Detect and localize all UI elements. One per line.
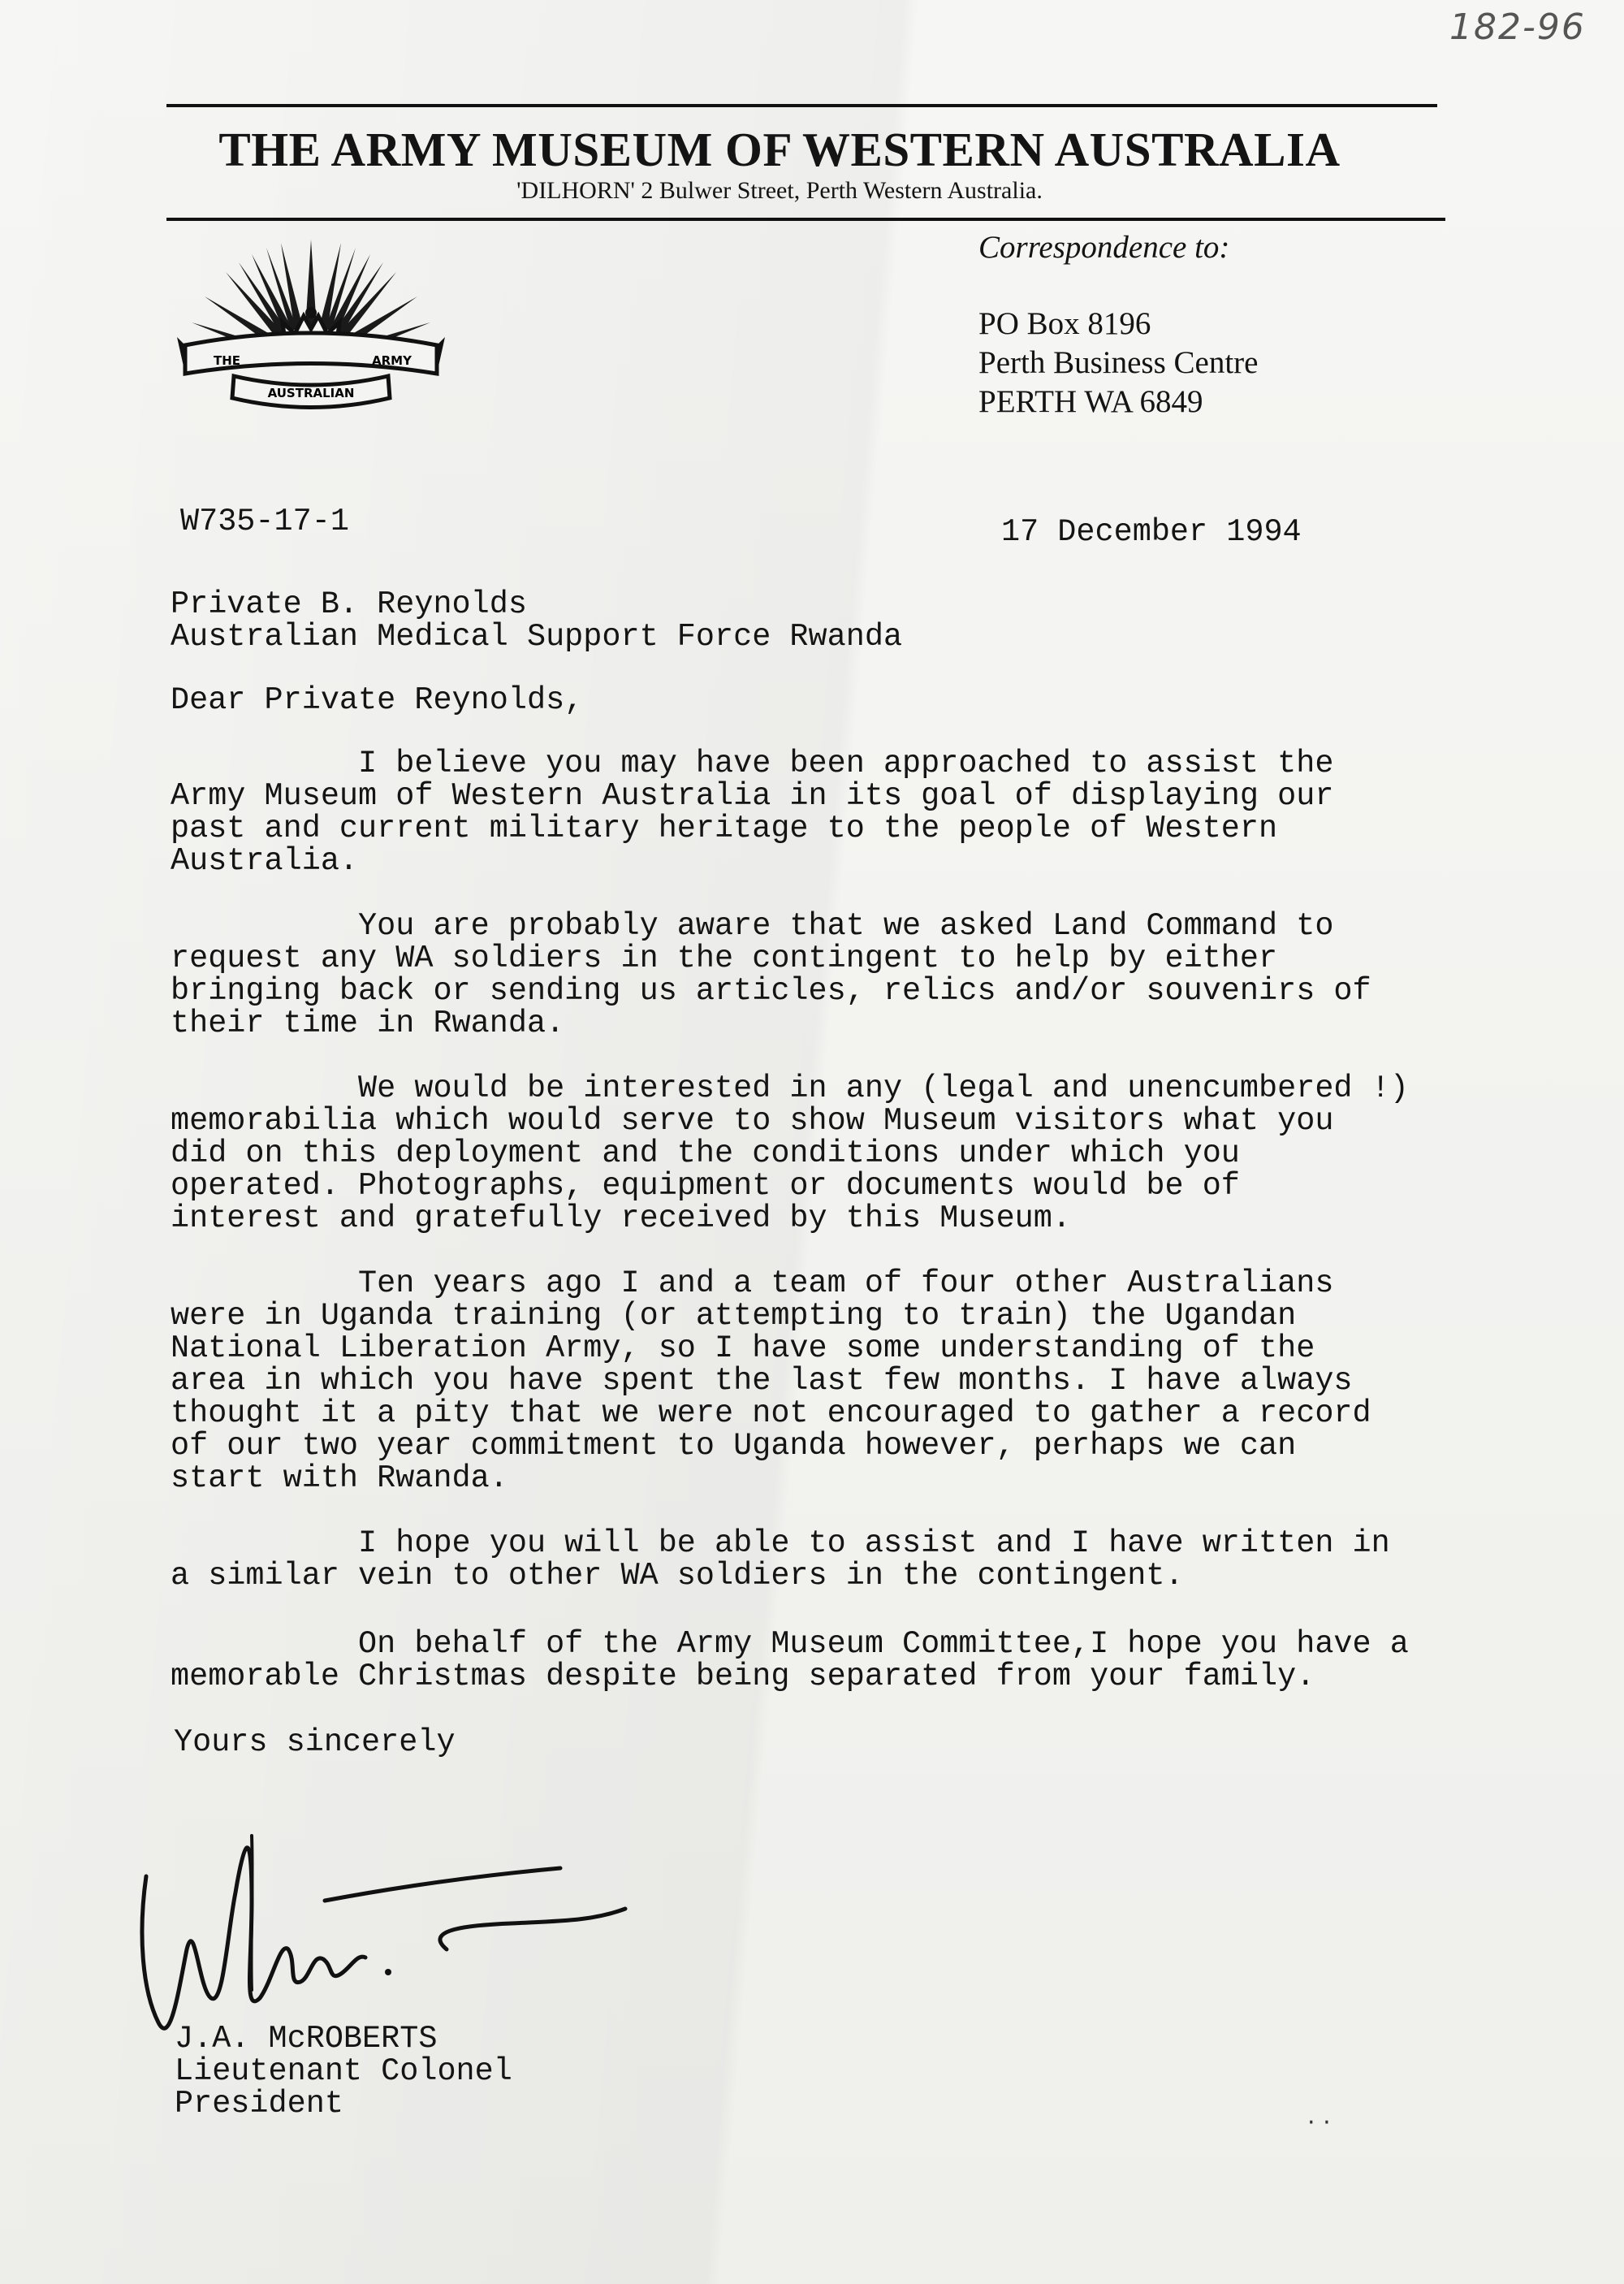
rising-sun-badge-icon	[177, 231, 445, 418]
correspondence-address	[978, 305, 1258, 422]
paper-specks: · ·	[1307, 2109, 1331, 2137]
letterhead-address: 'DILHORN' 2 Bulwer Street, Perth Western Australia.	[516, 177, 1043, 204]
handwritten-file-number: 182-96	[1449, 6, 1586, 48]
correspondence-line: PO Box 8196	[978, 306, 1151, 341]
salutation: Dear Private Reynolds,	[171, 682, 584, 718]
recipient-unit: Australian Medical Support Force Rwanda	[171, 619, 903, 655]
letterhead-title: THE ARMY MUSEUM OF WESTERN AUSTRALIA	[218, 123, 1341, 176]
recipient-name: Private B. Reynolds	[171, 586, 527, 622]
body-paragraph: You are probably aware that we asked Land Command to request any WA soldiers in the contingent to help by either bringing back or sending us articles, relics and/or souvenirs of their time in Rwanda.	[171, 908, 1371, 1041]
closing-line: Yours sincerely	[174, 1724, 456, 1760]
scroll-text-the: THE	[214, 353, 241, 368]
scroll-text-army: ARMY	[372, 353, 412, 368]
recipient-block	[171, 588, 902, 653]
signatory-name: J.A. McROBERTS	[175, 2021, 438, 2057]
body-paragraph: We would be interested in any (legal and unencumbered !) memorabilia which would serve to show Museum visitors what you did on this deployment and the conditions under which you operated. Photographs, equipment or documents would be of interest and gratefully received by this Museum.	[171, 1071, 1409, 1236]
scroll-text-australian: AUSTRALIAN	[267, 386, 355, 400]
signatory-rank: Lieutenant Colonel	[175, 2053, 512, 2089]
body-paragraph: I hope you will be able to assist and I have written in a similar vein to other WA soldiers in the contingent.	[171, 1525, 1390, 1594]
reference-number: W735-17-1	[180, 504, 349, 539]
letterhead-top-rule	[166, 104, 1437, 107]
handwritten-signature	[130, 1787, 650, 2055]
letter-date: 17 December 1994	[1001, 514, 1302, 550]
signatory-title: President	[175, 2086, 343, 2122]
signatory-block	[175, 2022, 512, 2120]
correspondence-line: PERTH WA 6849	[978, 384, 1203, 419]
correspondence-line: Perth Business Centre	[978, 345, 1259, 380]
body-paragraph: On behalf of the Army Museum Committee,I hope you have a memorable Christmas despite being separated from your family.	[171, 1626, 1409, 1694]
correspondence-label: Correspondence to:	[978, 230, 1230, 265]
body-paragraph: Ten years ago I and a team of four other Australians were in Uganda training (or attempting to train) the Ugandan National Liberation Army, so I have some understanding of the area in which you have spent the last few months. I have always thought it a pity that we were not encouraged to gather a record of our two year commitment to Uganda however, perhaps we can start with Rwanda.	[171, 1265, 1371, 1496]
letterhead-bottom-rule	[166, 218, 1445, 221]
body-paragraph: I believe you may have been approached to assist the Army Museum of Western Australia in its goal of displaying our past and current military heritage to the people of Western Australia.	[171, 746, 1334, 879]
